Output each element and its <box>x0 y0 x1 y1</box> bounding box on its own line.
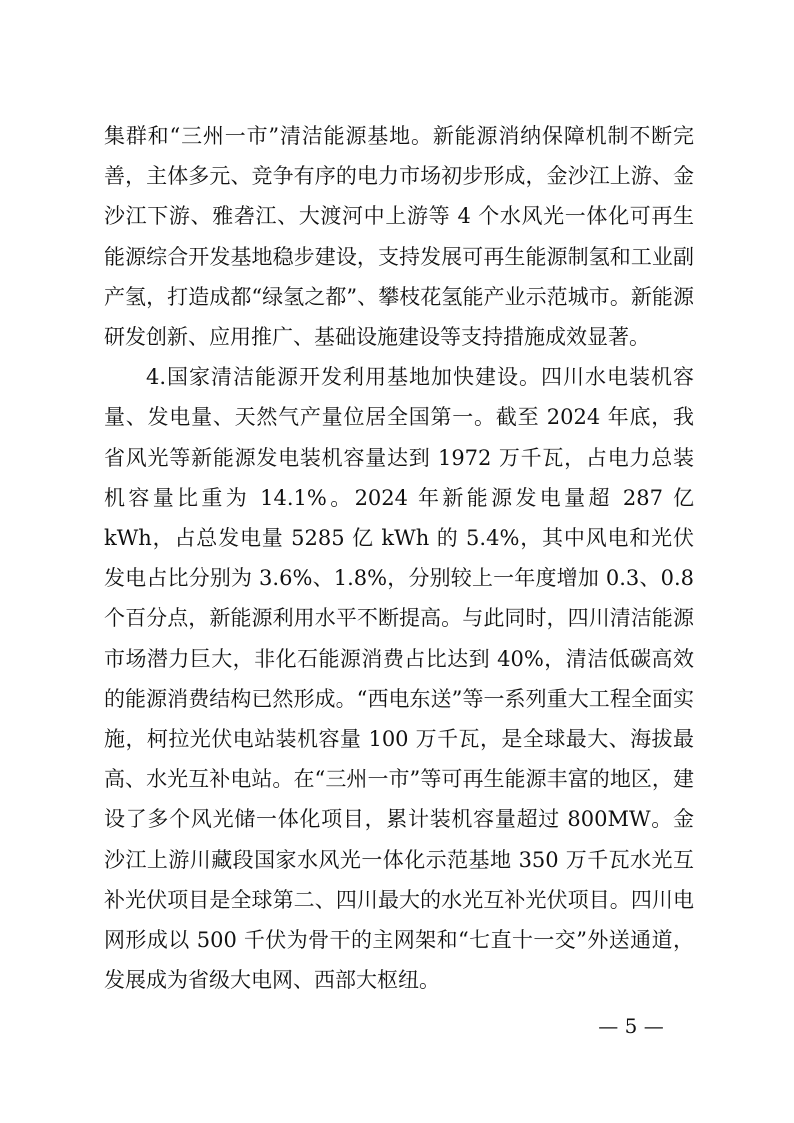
page-number: — 5 — <box>598 1014 664 1038</box>
paragraph-continuation: 集群和“三州一市”清洁能源基地。新能源消纳保障机制不断完善，主体多元、竞争有序的电力市场初步形成，金沙江上游、金沙江下游、雅砻江、大渡河中上游等 4 个水风光一体化可再生能源综合开发基地稳步建设，支持发展可再生能源制氢和工业副产氢，打造成都“绿氢之都”、攀枝花氢能产业示范城市。新能源研发创新、应用推广、基础设施建设等支持措施成效显著。 <box>104 124 694 350</box>
document-body <box>104 116 694 1000</box>
paragraph-clean-energy-base: 4.国家清洁能源开发利用基地加快建设。四川水电装机容量、发电量、天然气产量位居全国第一。截至 2024 年底，我省风光等新能源发电装机容量达到 1972 万千瓦，占电力总装机容量比重为 14.1%。2024 年新能源发电量超 287 亿 kWh，占总发电量 5285 亿 kWh 的 5.4%，其中风电和光伏发电占比分别为 3.6%、1.8%，分别较上一年度增加 0.3、0.8 个百分点，新能源利用水平不断提高。与此同时，四川清洁能源市场潜力巨大，非化石能源消费占比达到 40%，清洁低碳高效的能源消费结构已然形成。“西电东送”等一系列重大工程全面实施，柯拉光伏电站装机容量 100 万千瓦，是全球最大、海拔最高、水光互补电站。在“三州一市”等可再生能源丰富的地区，建设了多个风光储一体化项目，累计装机容量超过 800MW。金沙江上游川藏段国家水风光一体化示范基地 350 万千瓦水光互补光伏项目是全球第二、四川最大的水光互补光伏项目。四川电网形成以 500 千伏为骨干的主网架和“七直十一交”外送通道，发展成为省级大电网、西部大枢纽。 <box>104 365 694 993</box>
